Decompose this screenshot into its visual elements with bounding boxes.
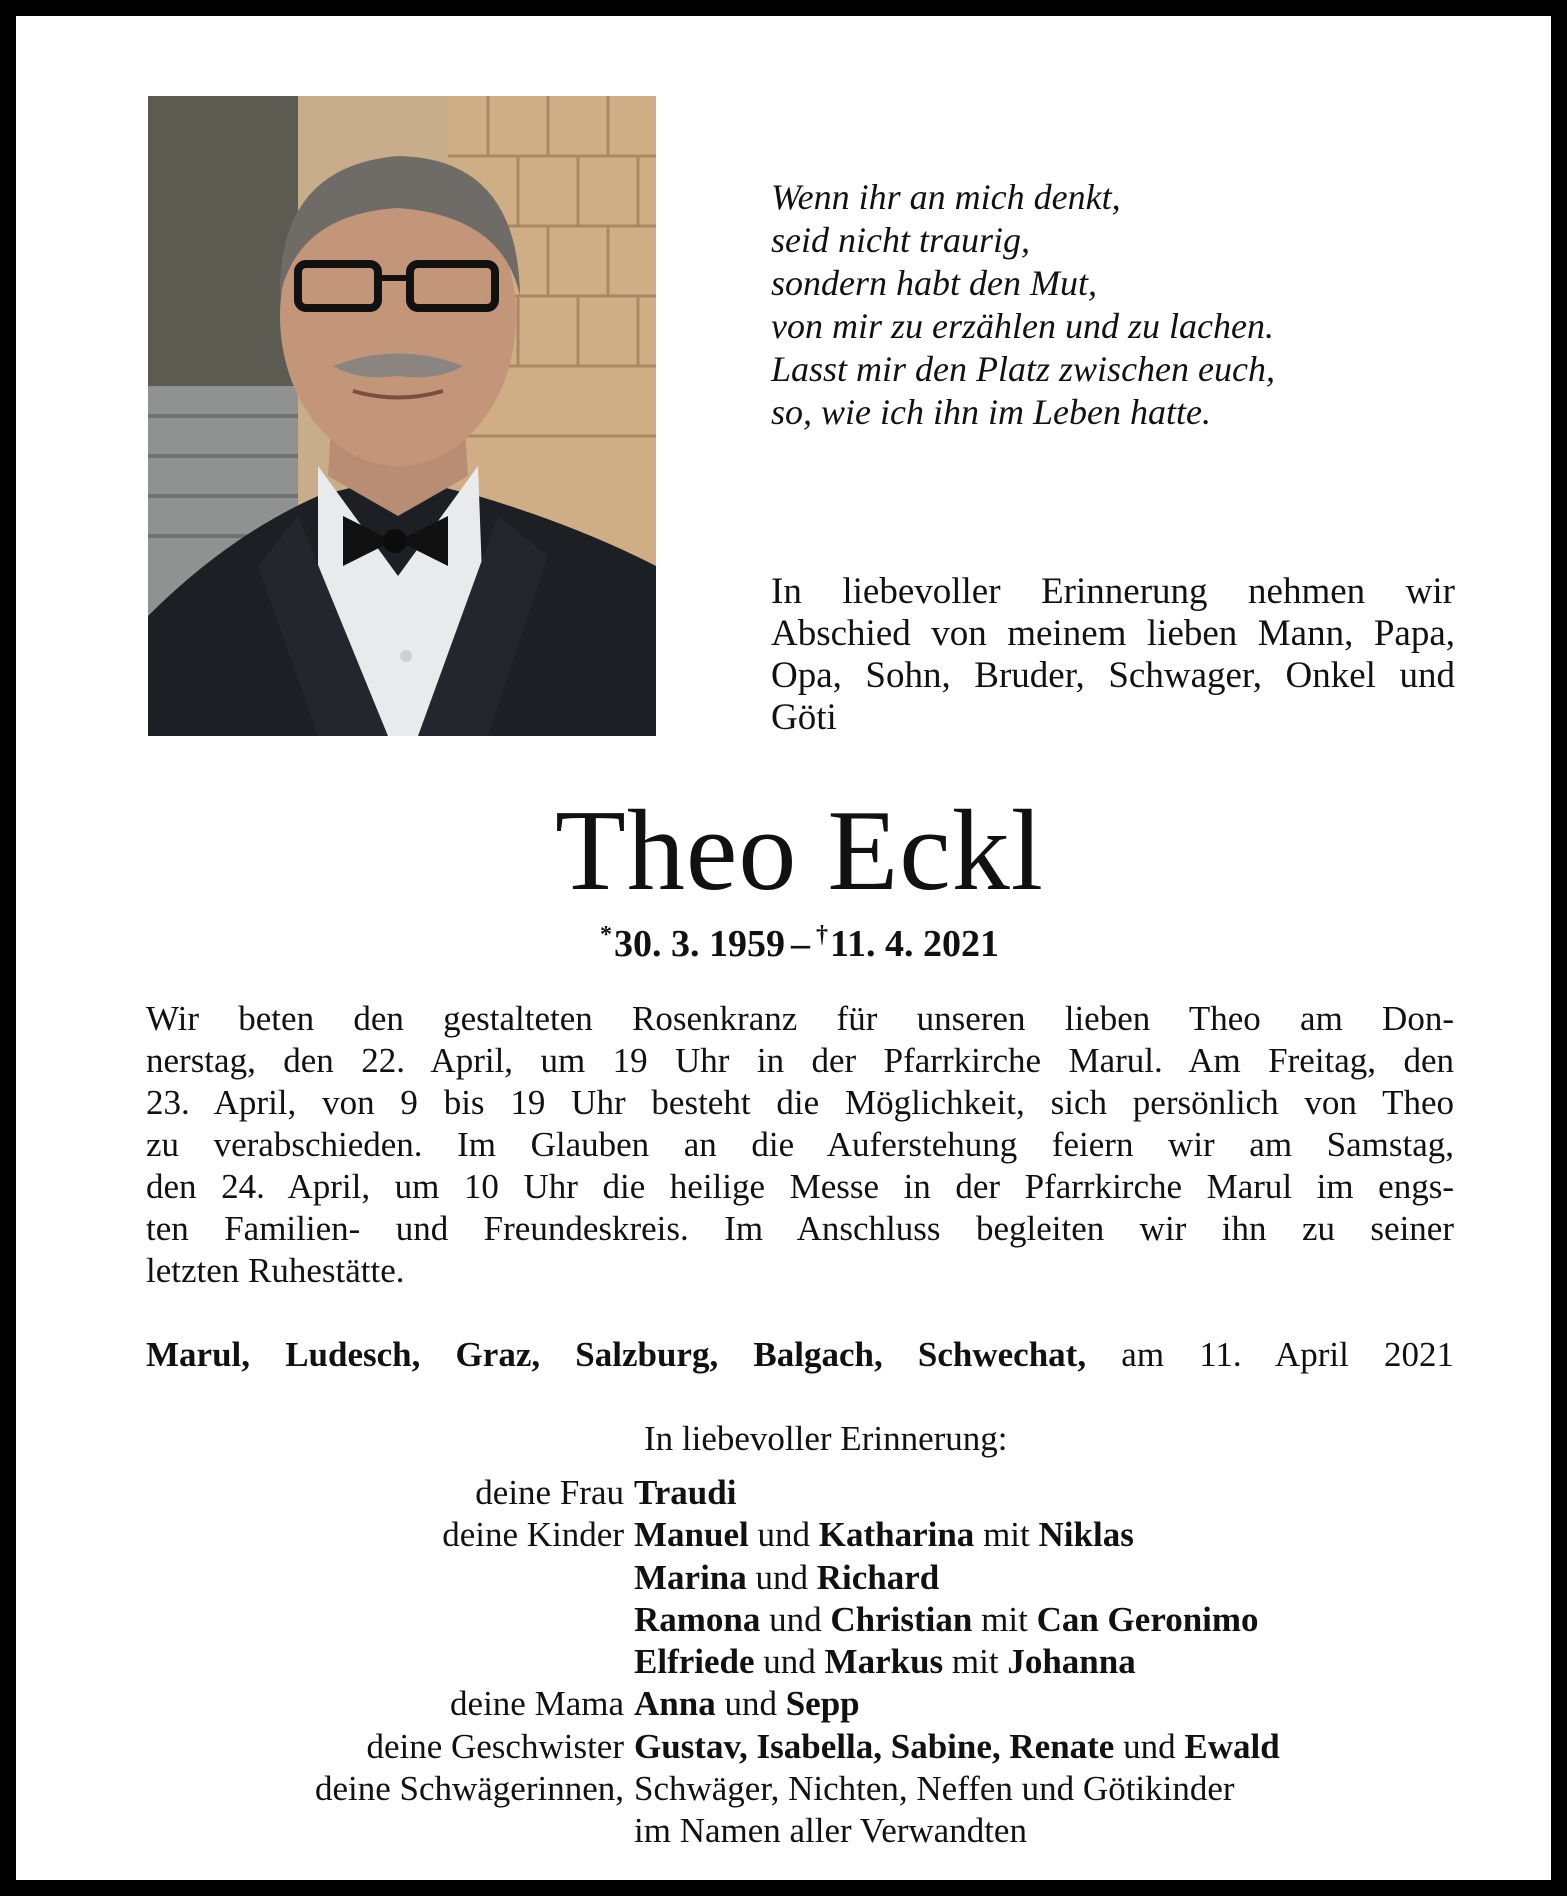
family-name: Anna (634, 1684, 716, 1724)
poem-line: Lasst mir den Platz zwischen euch, (771, 349, 1275, 389)
family-names (634, 1641, 1454, 1683)
announcement-paragraph (146, 998, 1454, 1292)
death-mark: † (816, 922, 829, 948)
family-names: Schwäger, Nichten, Neffen und Götikinder (634, 1769, 1235, 1809)
family-names: im Namen aller Verwandten (634, 1811, 1027, 1851)
family-role (146, 1557, 634, 1599)
family-role (146, 1810, 634, 1852)
conjunction: mit (983, 1515, 1030, 1555)
family-row (146, 1514, 1454, 1556)
birth-date: 30. 3. 1959 (614, 923, 786, 965)
family-row (146, 1810, 1454, 1852)
family-name: Manuel (634, 1515, 749, 1555)
family-role: deine Mama (450, 1684, 624, 1724)
conjunction: und (1123, 1726, 1176, 1766)
conjunction: mit (981, 1599, 1028, 1639)
family-name: Johanna (1007, 1642, 1136, 1682)
family-name: Can Geronimo (1036, 1599, 1259, 1639)
poem-line: von mir zu erzählen und zu lachen. (771, 306, 1274, 346)
family-row (146, 1472, 1454, 1514)
places: Marul, Ludesch, Graz, Salzburg, Balgach, Schwechat, (146, 1335, 1087, 1374)
family-role (146, 1641, 634, 1683)
place-date-line (146, 1334, 1454, 1376)
family-name: Elfriede (634, 1642, 755, 1682)
family-names (634, 1557, 1454, 1599)
family-role: deine Geschwister (366, 1726, 624, 1766)
birth-mark: * (600, 922, 613, 948)
family-role: deine Frau (475, 1473, 624, 1512)
family-names (634, 1726, 1454, 1768)
family-name: Markus (824, 1642, 944, 1682)
paragraph-line: ten Familien- und Freundeskreis. Im Anschluss begleiten wir ihn zu seiner (146, 1209, 1454, 1248)
paragraph-line: zu verabschieden. Im Glauben an die Auferstehung feiern wir am Samstag, (146, 1125, 1454, 1164)
family-names (634, 1472, 1454, 1514)
family-row (146, 1599, 1454, 1641)
family-names (634, 1514, 1454, 1556)
poem-line: sondern habt den Mut, (771, 263, 1097, 303)
farewell-intro: In liebevoller Erinnerung nehmen wir Abschied von meinem lieben Mann, Papa, Opa, Sohn, Bruder, Schwager, Onkel und Göti (771, 571, 1455, 738)
conjunction: und (724, 1684, 777, 1724)
poem-line: seid nicht traurig, (771, 220, 1030, 260)
family-names (634, 1599, 1454, 1641)
poem (771, 176, 1275, 434)
family-name: Ramona (634, 1599, 761, 1639)
conjunction: und (763, 1642, 816, 1682)
family-names (634, 1683, 1454, 1725)
paragraph-line: nerstag, den 22. April, um 19 Uhr in der Pfarrkirche Marul. Am Freitag, den (146, 1041, 1454, 1080)
conjunction: und (757, 1515, 810, 1555)
family-row (146, 1557, 1454, 1599)
family-name: Richard (816, 1557, 940, 1597)
family-role: deine Schwägerinnen, (314, 1769, 624, 1809)
paragraph-line: Wir beten den gestalteten Rosenkranz für unseren lieben Theo am Don- (146, 999, 1454, 1038)
family-row (146, 1768, 1454, 1810)
family-name: Marina (634, 1557, 747, 1597)
family-name: Katharina (818, 1515, 975, 1555)
family-row (146, 1641, 1454, 1683)
family-row (146, 1726, 1454, 1768)
deceased-name: Theo Eckl (555, 787, 1044, 915)
family-row (146, 1683, 1454, 1725)
death-date: 11. 4. 2021 (830, 923, 999, 965)
poem-line: so, wie ich ihn im Leben hatte. (771, 392, 1211, 432)
family-list (146, 1472, 1454, 1853)
family-name: Christian (830, 1599, 973, 1639)
family-name: Traudi (634, 1473, 737, 1512)
portrait-photo (148, 96, 656, 736)
family-name: Niklas (1038, 1515, 1134, 1555)
paragraph-line: letzten Ruhestätte. (146, 1251, 405, 1290)
conjunction: mit (951, 1642, 999, 1682)
date-separator: – (791, 923, 811, 965)
conjunction: und (769, 1599, 822, 1639)
paragraph-line: 23. April, von 9 bis 19 Uhr besteht die Möglichkeit, sich persönlich von Theo (146, 1083, 1454, 1122)
family-role (146, 1599, 634, 1641)
portrait-icon (148, 96, 656, 736)
announcement-date: am 11. April 2021 (1121, 1335, 1454, 1374)
family-name: Gustav, Isabella, Sabine, Renate (634, 1726, 1115, 1766)
life-dates (16, 911, 1567, 968)
family-name: Ewald (1184, 1726, 1280, 1766)
family-name: Sepp (785, 1684, 860, 1724)
conjunction: und (755, 1557, 809, 1597)
family-heading: In liebevoller Erinnerung: (644, 1419, 1008, 1458)
poem-line: Wenn ihr an mich denkt, (771, 177, 1121, 217)
family-role: deine Kinder (442, 1515, 624, 1555)
paragraph-line: den 24. April, um 10 Uhr die heilige Messe in der Pfarrkirche Marul im engs- (146, 1167, 1454, 1206)
